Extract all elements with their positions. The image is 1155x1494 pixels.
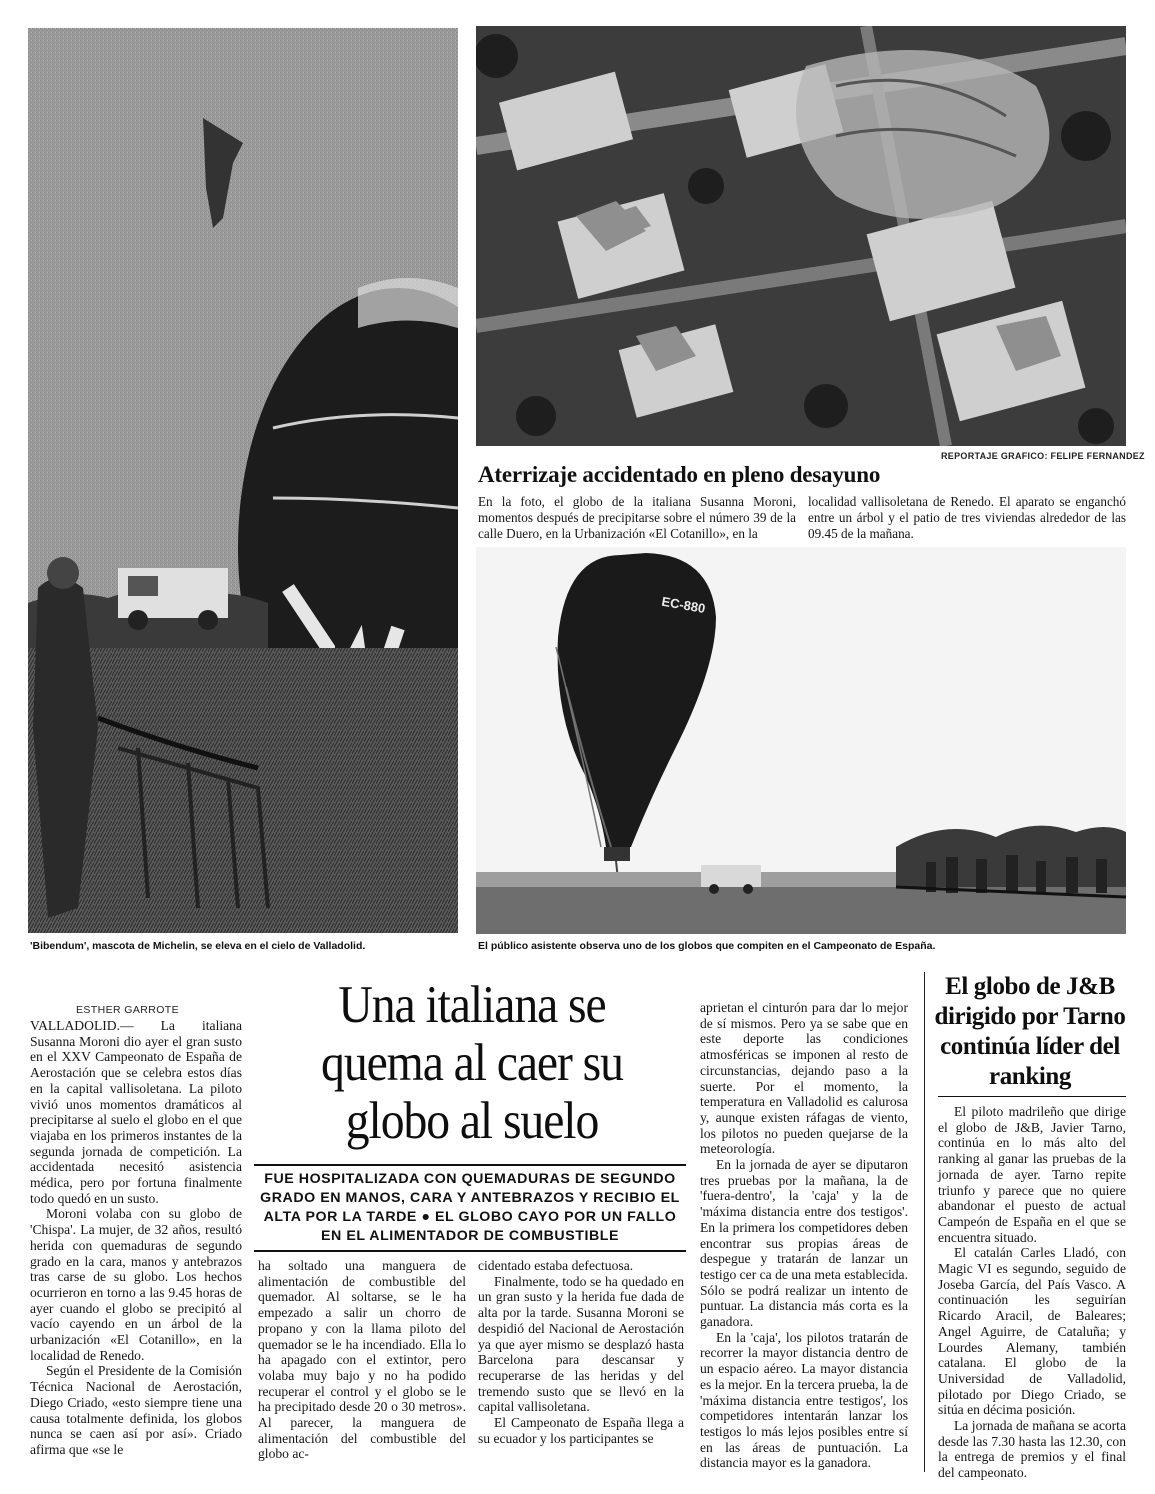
sidebar-title-rule: [938, 1096, 1126, 1097]
article-paragraph: VALLADOLID.— La italiana Susanna Moroni dio ayer el gran susto en el XXV Campeonato de España de Aerostación que se celebra estos días en la capital vallisoletana. La piloto vivió unos momentos dramáticos al precipitarse al suelo el globo en el que viajaba en los primeros instantes de la segunda jornada de competición. La accidentada necesitó asistencia médica, pero por fortuna finalmente todo quedó en un susto.: [30, 1018, 242, 1206]
article-column-3: [478, 1258, 684, 1446]
article-column-4: [700, 1000, 908, 1471]
article-paragraph: En la 'caja', los pilotos tratarán de recorrer la mayor distancia dentro de un espacio aéreo. La mayor distancia es la mejor. En la tercera prueba, la de 'máxima distancia entre testigos', los competidores intentarán lanzar los testigos lo más lejos posibles entre sí en las áreas de puntuación. La distancia mayor es la ganadora.: [700, 1329, 908, 1471]
sidebar-column: [938, 1104, 1126, 1481]
aerial-photo: [476, 26, 1126, 446]
byline: ESTHER GARROTE: [76, 1004, 180, 1016]
balloon-field-photo: [476, 547, 1126, 934]
article-paragraph: Moroni volaba con su globo de 'Chispa'. La mujer, de 32 años, resultó herida con quemaduras de segundo grado en la cara, manos y antebrazos tras carse de su globo. Los hechos ocurrieron en torno a las 9.45 horas de ayer cuando el globo se precipitó al vacío cayendo en un árbol de la urbanización «El Cotanillo», en la localidad de Renedo.: [30, 1206, 242, 1363]
sidebar-title: El globo de J&B dirigido por Tarno continúa líder del ranking: [934, 973, 1126, 1090]
balloon-field-caption: El público asistente observa uno de los globos que compiten en el Campeonato de España.: [478, 940, 936, 952]
aerial-photo-text-left: En la foto, el globo de la italiana Susanna Moroni, momentos después de precipitarse sobre el número 39 de la calle Duero, en la Urbanización «El Cotanillo», en la: [478, 494, 796, 541]
article-column-2: [258, 1258, 466, 1462]
headline: Una italiana se quema al caer su globo al suelo: [321, 976, 623, 1150]
photo-credit: REPORTAJE GRAFICO: FELIPE FERNANDEZ: [941, 451, 1145, 461]
subhead-bottom-rule: [254, 1250, 686, 1252]
bibendum-photo: [28, 28, 458, 933]
article-paragraph: ha soltado una manguera de alimentación de combustible del quemador. Al soltarse, se le ha empezado a salir un chorro de propano y con la llama piloto del quemador se le ha incendiado. Ella lo ha apagado con el extintor, pero volaba muy bajo y no ha podido recuperar el control y el globo se le ha precipitado desde 20 o 30 metros». Al parecer, la manguera de alimentación del combustible del globo ac-: [258, 1258, 466, 1462]
subhead: FUE HOSPITALIZADA CON QUEMADURAS DE SEGUNDO GRADO EN MANOS, CARA Y ANTEBRAZOS Y RECIBIO EL ALTA POR LA TARDE ● EL GLOBO CAYO POR UN FALLO EN EL ALIMENTADOR DE COMBUSTIBLE: [260, 1171, 680, 1244]
article-paragraph: En la jornada de ayer se diputaron tres pruebas por la mañana, la de 'fuera-dentro', la 'caja' y la de 'máxima distancia entre dos testigos'. En la primera los competidores deben encontrar sus propias áreas de despegue y tratarán de lanzar un testigo cer ca de una meta establecida. Sólo se podrá realizar un intento de puntuar. La distancia más corta es la ganadora.: [700, 1157, 908, 1330]
article-column-1: [30, 1018, 242, 1458]
article-paragraph: Según el Presidente de la Comisión Técnica Nacional de Aerostación, Diego Criado, «esto siempre tiene una causa totalmente definida, los globos nunca se caen así por así». Criado afirma que «se le: [30, 1363, 242, 1457]
sidebar-paragraph: El catalán Carles Lladó, con Magic VI es segundo, seguido de Joseba García, del País Vasco. A continuación les seguirían Ricardo Aracil, de Baleares; Angel Aguirre, de Cataluña; y Lourdes Alemany, también catalana. El globo de la Universidad de Valladolid, pilotado por Diego Criado, se sitúa en décima posición.: [938, 1245, 1126, 1418]
sidebar-left-rule: [924, 972, 925, 1472]
balloon-registration: EC-880: [660, 593, 707, 617]
article-paragraph: El Campeonato de España llega a su ecuador y los participantes se: [478, 1415, 684, 1446]
sidebar-paragraph: La jornada de mañana se acorta desde las 7.30 hasta las 12.30, con la entrega de premios y el final del campeonato.: [938, 1418, 1126, 1481]
balloon-field-image: [476, 547, 1126, 934]
bibendum-photo-caption: 'Bibendum', mascota de Michelin, se eleva en el cielo de Valladolid.: [30, 940, 366, 952]
aerial-photo-text-right: localidad vallisoletana de Renedo. El aparato se enganchó entre un árbol y el patio de tres viviendas alrededor de las 09.45 de la mañana.: [808, 494, 1126, 541]
subhead-top-rule: [254, 1164, 686, 1166]
article-paragraph: Finalmente, todo se ha quedado en un gran susto y la herida fue dada de alta por la tarde. Susanna Moroni se despidió del Nacional de Aerostación ya que ayer mismo se desplazó hasta Barcelona para descansar y recuperarse de las heridas y del tremendo susto que se llevó en la capital vallisoletana.: [478, 1273, 684, 1415]
bibendum-photo-image: [28, 28, 458, 933]
sidebar-paragraph: El piloto madrileño que dirige el globo de J&B, Javier Tarno, continúa en lo más alto del ranking al ganar las pruebas de la jornada de ayer. Tarno repite triunfo y parece que no quiere abandonar el puesto de actual Campeón de España en el que se encuentra situado.: [938, 1104, 1126, 1245]
article-paragraph: aprietan el cinturón para dar lo mejor de sí mismos. Pero ya se sabe que en este deporte las condiciones atmosféricas se imponen al resto de circunstancias, dejando paso a la suerte. Por el momento, la temperatura en Valladolid es calurosa y, aunque existen ráfagas de viento, los pilotos no pueden quejarse de la meteorología.: [700, 1000, 908, 1157]
aerial-photo-title: Aterrizaje accidentado en pleno desayuno: [478, 462, 881, 487]
aerial-photo-image: [476, 26, 1126, 446]
article-paragraph: cidentado estaba defectuosa.: [478, 1258, 634, 1273]
